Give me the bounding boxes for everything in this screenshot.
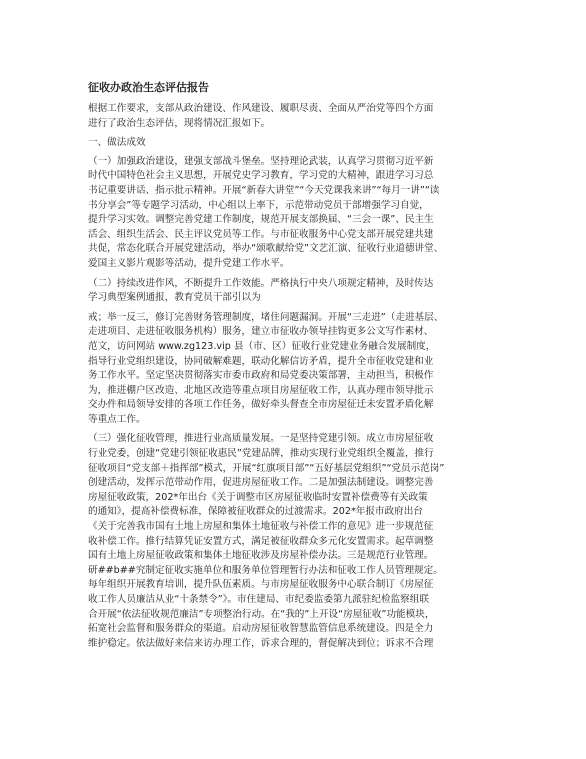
text-line: 征收项目“党支部＋指挥部”模式，开展“红旗项目部”“五好基层党组织”“党员示范岗” [88, 462, 445, 474]
text-line: 书记重要讲话、指示批示精神。开展“新春大讲堂”“今天党课我来讲”“每月一讲”“读 [88, 184, 440, 196]
document-body [88, 102, 498, 651]
text-line: 时代中国特色社会主义思想，开展党史学习教育，学习党的大精神，跟进学习习总 [88, 170, 434, 182]
paragraph-work-style-continued [88, 311, 498, 428]
text-line: 戒；举一反三，修订完善财务管理制度，堵住问题漏洞。开展“三走进”（走进基层、 [88, 311, 444, 323]
text-line: 提升学习实效。调整完善党建工作制度，规范开展支部换届、“三会一课”、民主生 [88, 214, 434, 226]
text-line: 行业党委，创建“党建引领征收惠民”党建品牌，推动实现行业党组织全覆盖，推行 [88, 448, 434, 460]
text-line: 一、做法成效 [88, 137, 146, 149]
intro-paragraph [88, 102, 498, 131]
text-line: 创建活动，发挥示范带动作用，促进房屋征收工作。二是加强法制建设。调整完善 [88, 477, 434, 489]
paragraph-expropriation-management [88, 432, 498, 651]
paragraph-work-style [88, 277, 498, 306]
text-line: 爱国主义影片观影等活动，提升党建工作水平。 [88, 257, 290, 269]
text-line: （二）持续改进作风，不断提升工作效能。严格执行中央八项规定精神，及时传达 [88, 277, 434, 289]
text-line: 拓宽社会监督和服务群众的渠道。启动房屋征收智慧监管信息系统建设。四是全力 [88, 623, 434, 635]
text-line: 收工作人员廉洁从业“十条禁令”》。市住建局、市纪委监委第九派驻纪检监察组联 [88, 594, 429, 605]
text-line: 务工作水平。坚定坚决贯彻落实市委市政府和局党委决策部署，主动担当，积极作 [88, 370, 434, 382]
text-line: 活会、组织生活会、民主评议党员等工作。与市征收服务中心党支部开展党建共建 [88, 228, 434, 240]
text-line: 进行了政治生态评估，现将情况汇报如下。 [88, 117, 271, 129]
text-line: 书分享会”等专题学习活动，中心组以上率下，示范带动党员干部增强学习自觉， [88, 199, 429, 211]
text-line: 《关于完善我市国有土地上房屋和集体土地征收与补偿工作的意见》进一步规范征 [88, 521, 434, 533]
text-line: （三）强化征收管理，推进行业高质量发展。一是坚持党建引领。成立市房屋征收 [88, 433, 434, 445]
text-line: 国有土地上房屋征收政策和集体土地征收涉及房屋补偿办法。三是规范行业管理。 [88, 550, 434, 562]
text-line: 每年组织开展教育培训，提升队伍素质。与市房屋征收服务中心联合制订《房屋征 [88, 579, 434, 591]
text-line: 学习典型案例通报，教育党员干部引以为 [88, 292, 261, 304]
text-line: 走进项目、走进征收服务机构）服务，建立市征收办领导挂钩更多公文写作素材、 [88, 326, 434, 338]
text-line: 合开展“依法征收规范廉洁”专项整治行动。在“我的”上开设“房屋征收”功能模块， [88, 608, 435, 620]
text-line: 等重点工作。 [88, 413, 146, 425]
text-line: 交办件和局领导安排的各项工作任务，做好牵头督查全市房屋征迁未安置矛盾化解 [88, 399, 434, 411]
section-heading-1 [88, 136, 498, 151]
text-line: 的通知》，提高补偿费标准，保障被征收群众的过渡需求。202*年报市政府出台 [88, 506, 423, 518]
text-line: 范文，访问网站 www.zg123.vip 县（市、区）征收行业党建业务融合发展制度， [88, 340, 436, 352]
document-title: 征收办政治生态评估报告 [88, 81, 209, 94]
text-line: 房屋征收政策，202*年出台《关于调整市区房屋征收临时安置补偿费等有关政策 [88, 491, 428, 503]
text-line: 研##b##究制定征收实施单位和服务单位管理暂行办法和征收工作人员管理规定。 [88, 564, 443, 576]
text-line: 收补偿工作。推行结算凭证安置方式，满足被征收群众多元化安置需求。起草调整 [88, 535, 434, 547]
text-line: （一）加强政治建设，建强支部战斗堡垒。坚持理论武装，认真学习贯彻习近平新 [88, 155, 434, 167]
text-line: 维护稳定。依法做好来信来访办理工作，诉求合理的，督促解决到位；诉求不合理 [88, 637, 434, 649]
text-line: 为，推进棚户区改造、北地区改造等重点项目房屋征收工作，认真办理市领导批示 [88, 384, 434, 396]
text-line: 根据工作要求，支部从政治建设、作风建设、履职尽责、全面从严治党等四个方面 [88, 103, 434, 114]
text-line: 指导行业党组织建设，协同破解难题，联动化解信访矛盾，提升全市征收党建和业 [88, 355, 434, 367]
text-line: 共促，常态化联合开展党建活动，举办“颂歌献给党”文艺汇演、征收行业道德讲堂、 [88, 243, 444, 255]
paragraph-political-construction [88, 155, 498, 272]
